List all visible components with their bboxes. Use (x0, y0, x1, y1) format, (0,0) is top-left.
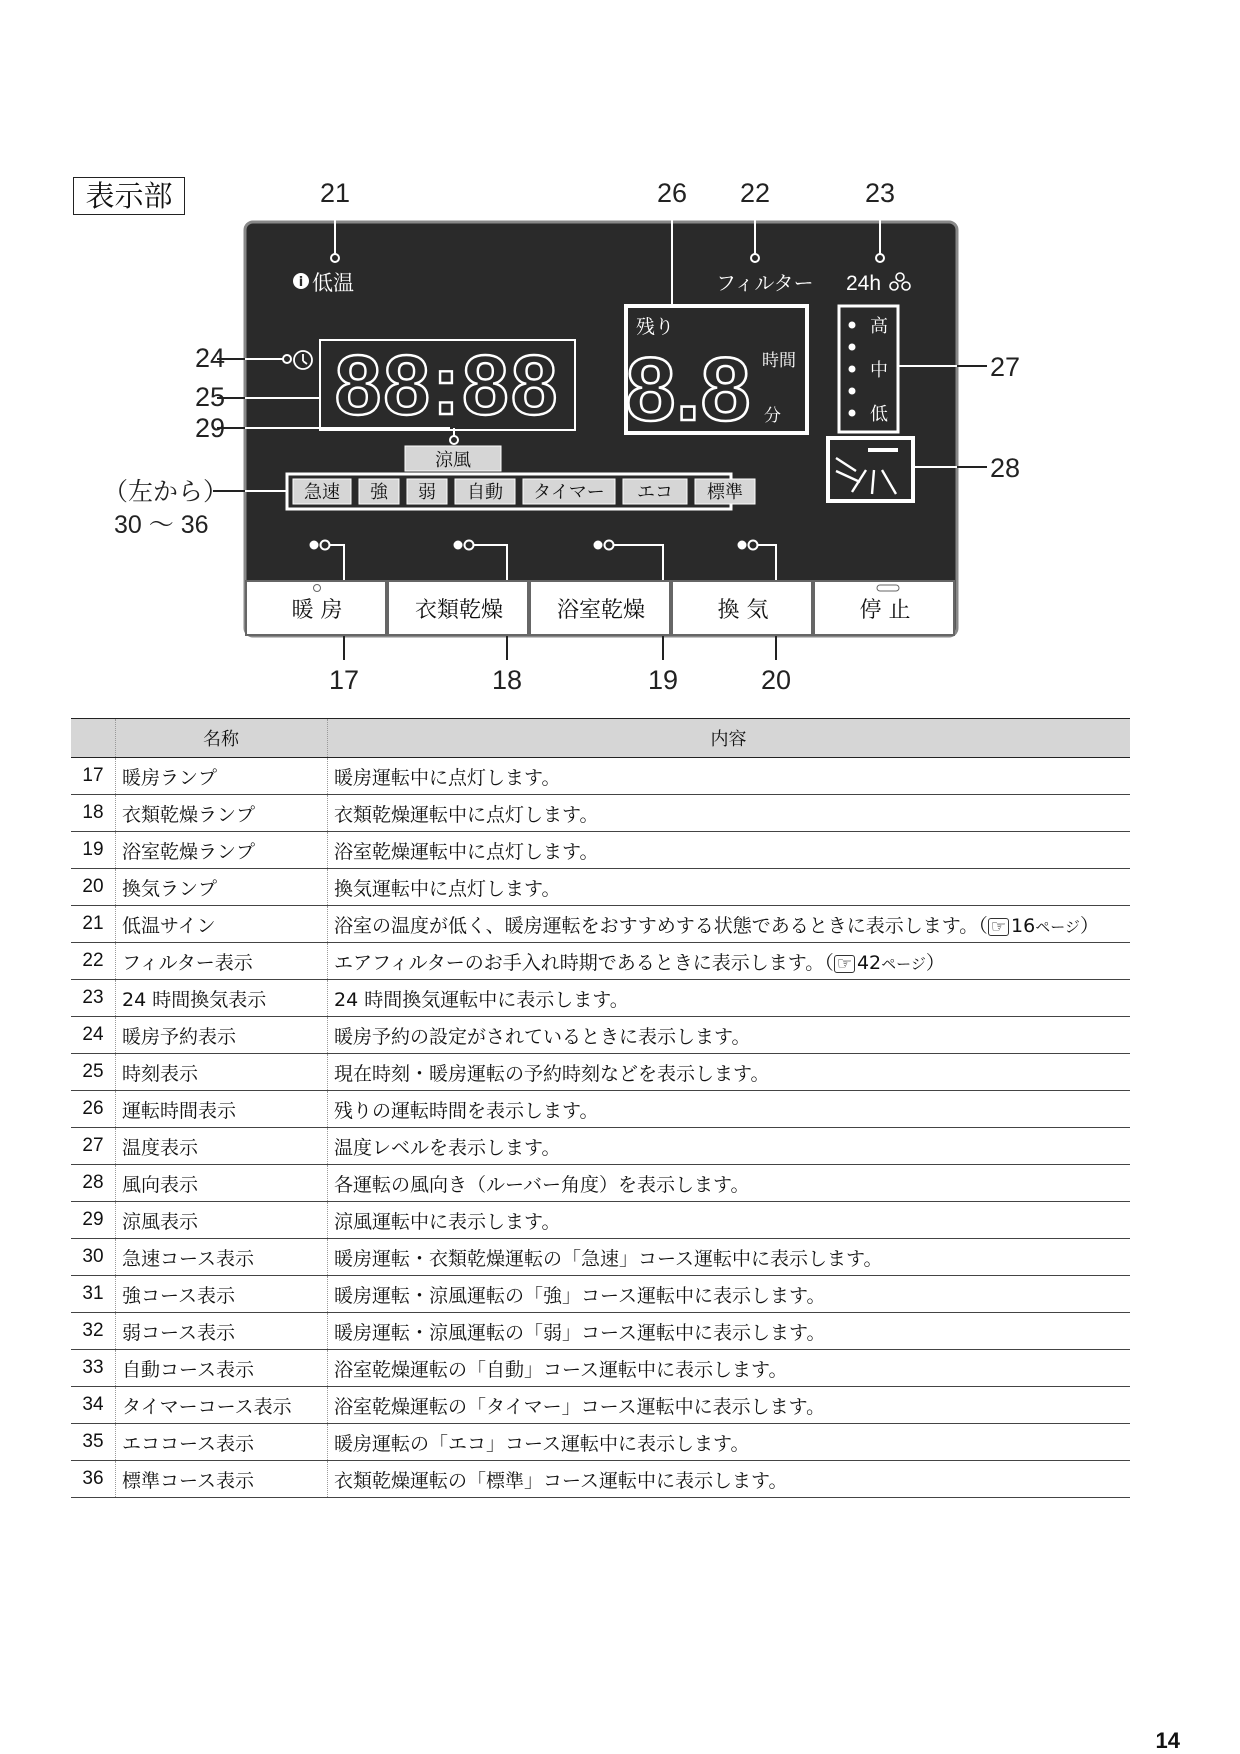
row-desc-text: 暖房運転の「エコ」コース運転中に表示します。 (334, 1432, 750, 1455)
row-desc (328, 832, 1131, 869)
table-row (71, 1387, 1130, 1424)
row-desc (328, 1239, 1131, 1276)
remain-digits: 8.8 (625, 340, 751, 440)
row-number: 28 (71, 1165, 116, 1202)
callout-28: 28 (990, 453, 1021, 483)
level-high: 高 (870, 316, 888, 337)
row-desc (328, 758, 1131, 795)
row-name: 暖房予約表示 (116, 1017, 328, 1054)
24h-label: 24h (846, 272, 882, 295)
row-desc (328, 1017, 1131, 1054)
callout-18: 18 (491, 665, 523, 695)
table-row (71, 1128, 1130, 1165)
row-name: 温度表示 (116, 1128, 328, 1165)
row-desc (328, 1128, 1131, 1165)
row-desc-text: 各運転の風向き（ルーバー角度）を表示します。 (334, 1173, 750, 1196)
row-name: フィルター表示 (116, 943, 328, 980)
row-name: 時刻表示 (116, 1054, 328, 1091)
callout-25: 25 (195, 382, 226, 412)
row-desc-text: 現在時刻・暖房運転の予約時刻などを表示します。 (334, 1062, 770, 1085)
clothes-dry-button-label: 衣類乾燥 (414, 598, 504, 623)
row-desc (328, 1350, 1131, 1387)
row-desc-text: 暖房運転・涼風運転の「強」コース運転中に表示します。 (334, 1284, 826, 1307)
row-name: 強コース表示 (116, 1276, 328, 1313)
course-label: 強 (370, 482, 388, 503)
row-desc-text: 残りの運転時間を表示します。 (334, 1099, 599, 1122)
button-row (246, 581, 954, 635)
row-desc (328, 1276, 1131, 1313)
callout-23: 23 (864, 178, 896, 208)
row-desc (328, 1091, 1131, 1128)
table-row (71, 795, 1130, 832)
row-name: 浴室乾燥ランプ (116, 832, 328, 869)
table-row (71, 1091, 1130, 1128)
callout-29: 29 (195, 413, 226, 443)
header-no (71, 719, 116, 758)
page-ref: 42 (856, 951, 882, 974)
close-paren: ） (925, 951, 945, 974)
row-desc-text: 涼風運転中に表示します。 (334, 1210, 561, 1233)
callout-17: 17 (328, 665, 360, 695)
range-label: 30 ～ 36 (114, 511, 209, 539)
row-number: 21 (71, 906, 116, 943)
row-desc-text: 浴室乾燥運転の「タイマー」コース運転中に表示します。 (334, 1395, 826, 1418)
callout-26: 26 (656, 178, 688, 208)
table-row (71, 869, 1130, 906)
row-desc-text: 浴室乾燥運転の「自動」コース運転中に表示します。 (334, 1358, 788, 1381)
row-name: 運転時間表示 (116, 1091, 328, 1128)
row-name: 24 時間換気表示 (116, 980, 328, 1017)
heating-button-label: 暖 房 (291, 598, 343, 623)
row-number: 30 (71, 1239, 116, 1276)
page-ref-unit: ページ (1035, 917, 1080, 936)
left-from-label: （左から） (103, 477, 229, 506)
header-desc: 内容 (328, 719, 1131, 758)
row-desc (328, 869, 1131, 906)
minutes-label: 分 (764, 406, 781, 426)
row-desc-text: エアフィルターのお手入れ時期であるときに表示します。（ (334, 951, 834, 974)
close-paren: ） (1079, 914, 1099, 937)
row-desc (328, 1202, 1131, 1239)
row-number: 36 (71, 1461, 116, 1498)
table-row (71, 1350, 1130, 1387)
control-panel-diagram (0, 0, 1240, 700)
row-desc-text: 温度レベルを表示します。 (334, 1136, 561, 1159)
row-name: 風向表示 (116, 1165, 328, 1202)
filter-label: フィルター (716, 271, 814, 295)
row-name: 自動コース表示 (116, 1350, 328, 1387)
bath-dry-button-label: 浴室乾燥 (556, 598, 646, 623)
table-row (71, 1461, 1130, 1498)
row-desc (328, 1165, 1131, 1202)
table-row (71, 1054, 1130, 1091)
row-desc-text: 衣類乾燥運転中に点灯します。 (334, 803, 599, 826)
row-number: 22 (71, 943, 116, 980)
row-name: タイマーコース表示 (116, 1387, 328, 1424)
callout-19: 19 (647, 665, 679, 695)
clock-digits: 88:88 (334, 338, 560, 432)
row-desc-text: 衣類乾燥運転の「標準」コース運転中に表示します。 (334, 1469, 788, 1492)
row-number: 31 (71, 1276, 116, 1313)
row-desc (328, 1461, 1131, 1498)
row-name: 衣類乾燥ランプ (116, 795, 328, 832)
course-label: 弱 (418, 482, 436, 503)
row-number: 29 (71, 1202, 116, 1239)
table-row (71, 980, 1130, 1017)
course-label: タイマー (533, 482, 605, 503)
table-row (71, 758, 1130, 795)
row-number: 25 (71, 1054, 116, 1091)
row-number: 17 (71, 758, 116, 795)
pointing-hand-icon: ☞ (988, 918, 1009, 936)
row-number: 19 (71, 832, 116, 869)
row-desc-text: 換気運転中に点灯します。 (334, 877, 561, 900)
low-temp-label: 低温 (312, 271, 354, 295)
row-desc (328, 1387, 1131, 1424)
row-desc-text: 浴室乾燥運転中に点灯します。 (334, 840, 599, 863)
level-mid: 中 (870, 360, 888, 381)
table-row (71, 1239, 1130, 1276)
row-number: 20 (71, 869, 116, 906)
cool-breeze-label: 涼風 (435, 450, 471, 471)
table-row (71, 943, 1130, 980)
row-desc (328, 906, 1131, 943)
ventilation-button-label: 換 気 (717, 598, 769, 623)
row-number: 18 (71, 795, 116, 832)
description-table (71, 718, 1130, 1498)
row-number: 23 (71, 980, 116, 1017)
callout-22: 22 (739, 178, 771, 208)
callout-20: 20 (760, 665, 792, 695)
row-number: 27 (71, 1128, 116, 1165)
row-name: 弱コース表示 (116, 1313, 328, 1350)
course-label: 急速 (304, 482, 340, 503)
row-name: エココース表示 (116, 1424, 328, 1461)
row-desc (328, 980, 1131, 1017)
row-desc-text: 暖房運転・涼風運転の「弱」コース運転中に表示します。 (334, 1321, 826, 1344)
row-name: 換気ランプ (116, 869, 328, 906)
row-desc (328, 943, 1131, 980)
remaining-label: 残り (636, 316, 675, 338)
row-number: 24 (71, 1017, 116, 1054)
row-number: 33 (71, 1350, 116, 1387)
callout-21: 21 (319, 178, 351, 208)
table-row (71, 1424, 1130, 1461)
stop-button-label: 停 止 (859, 598, 911, 623)
course-label: 標準 (707, 482, 743, 503)
page-number: 14 (1155, 1728, 1180, 1753)
table-row (71, 1165, 1130, 1202)
pointing-hand-icon: ☞ (834, 955, 855, 973)
row-desc-text: 暖房予約の設定がされているときに表示します。 (334, 1025, 751, 1048)
row-desc (328, 1313, 1131, 1350)
row-desc-text: 暖房運転・衣類乾燥運転の「急速」コース運転中に表示します。 (334, 1247, 883, 1270)
page-ref-unit: ページ (881, 954, 926, 973)
callout-24: 24 (195, 343, 226, 373)
section-label: 表示部 (73, 177, 185, 215)
course-label: 自動 (467, 482, 503, 503)
row-name: 暖房ランプ (116, 758, 328, 795)
level-low: 低 (870, 404, 888, 425)
row-name: 標準コース表示 (116, 1461, 328, 1498)
row-name: 低温サイン (116, 906, 328, 943)
row-desc (328, 1424, 1131, 1461)
hours-label: 時間 (762, 351, 796, 371)
row-number: 35 (71, 1424, 116, 1461)
callout-27: 27 (990, 352, 1021, 382)
table-row (71, 1313, 1130, 1350)
row-desc-text: 暖房運転中に点灯します。 (334, 766, 561, 789)
header-name: 名称 (116, 719, 328, 758)
table-row (71, 1276, 1130, 1313)
course-label: エコ (637, 482, 673, 503)
row-desc (328, 795, 1131, 832)
row-number: 32 (71, 1313, 116, 1350)
svg-text:i: i (298, 275, 304, 290)
table-row (71, 1202, 1130, 1239)
course-indicators (293, 479, 755, 504)
row-number: 26 (71, 1091, 116, 1128)
table-row (71, 832, 1130, 869)
row-name: 涼風表示 (116, 1202, 328, 1239)
row-number: 34 (71, 1387, 116, 1424)
page-ref: 16 (1011, 914, 1036, 937)
row-desc-text: 24 時間換気運転中に表示します。 (334, 988, 629, 1011)
row-desc (328, 1054, 1131, 1091)
row-name: 急速コース表示 (116, 1239, 328, 1276)
table-row (71, 1017, 1130, 1054)
table-row (71, 906, 1130, 943)
row-desc-text: 浴室の温度が低く、暖房運転をおすすめする状態であるときに表示します。（ (334, 914, 988, 937)
